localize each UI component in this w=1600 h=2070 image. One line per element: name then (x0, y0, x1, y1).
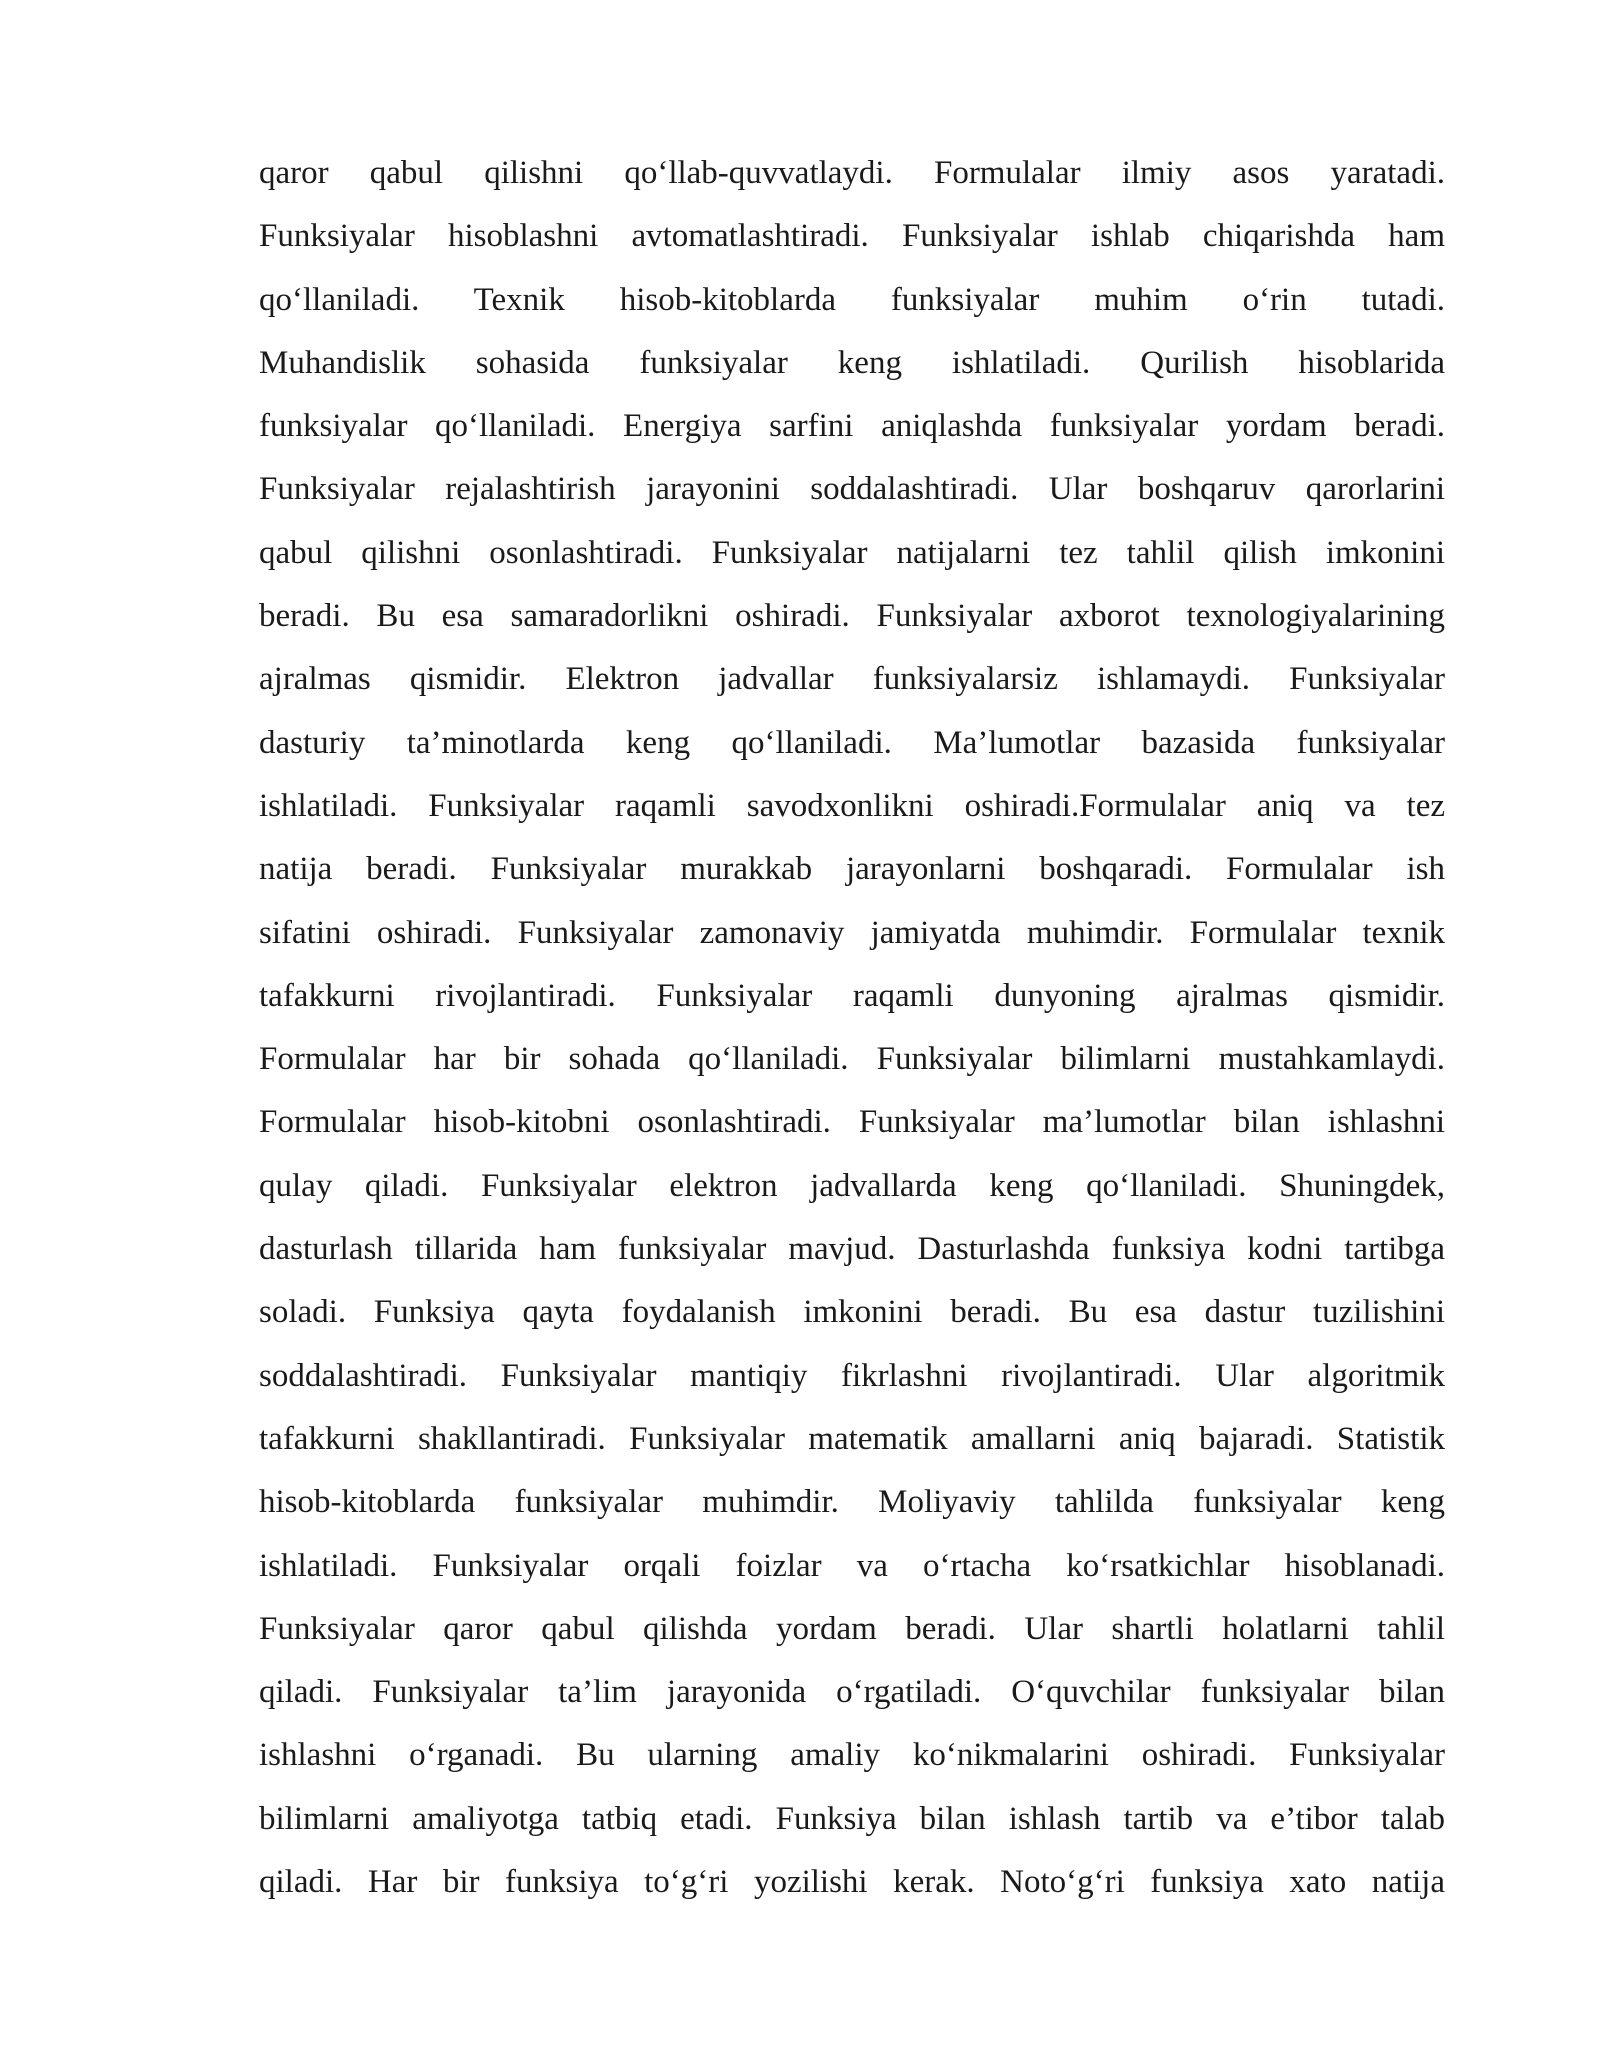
text-line: ajralmas qismidir. Elektron jadvallar funksiyalarsiz ishlamaydi. Funksiyalar (259, 661, 1445, 698)
text-line: natija beradi. Funksiyalar murakkab jarayonlarni boshqaradi. Formulalar ish (259, 851, 1445, 888)
text-line: hisob-kitoblarda funksiyalar muhimdir. Moliyaviy tahlilda funksiyalar keng (259, 1484, 1445, 1521)
text-line: dasturiy ta’minotlarda keng qo‘llaniladi. Ma’lumotlar bazasida funksiyalar (259, 724, 1445, 761)
text-line: ishlatiladi. Funksiyalar raqamli savodxonlikni oshiradi.Formulalar aniq va tez (259, 787, 1445, 824)
text-line: funksiyalar qo‘llaniladi. Energiya sarfini aniqlashda funksiyalar yordam beradi. (259, 408, 1445, 445)
text-line: qulay qiladi. Funksiyalar elektron jadvallarda keng qo‘llaniladi. Shuningdek, (259, 1167, 1445, 1204)
text-line: Formulalar har bir sohada qo‘llaniladi. Funksiyalar bilimlarni mustahkamlaydi. (259, 1041, 1445, 1078)
body-text (259, 142, 1445, 1914)
text-line: Funksiyalar hisoblashni avtomatlashtiradi. Funksiyalar ishlab chiqarishda ham (259, 218, 1445, 255)
text-line: Formulalar hisob-kitobni osonlashtiradi. Funksiyalar ma’lumotlar bilan ishlashni (259, 1104, 1445, 1141)
text-line: Funksiyalar qaror qabul qilishda yordam beradi. Ular shartli holatlarni tahlil (259, 1610, 1445, 1647)
text-line: soddalashtiradi. Funksiyalar mantiqiy fikrlashni rivojlantiradi. Ular algoritmik (259, 1357, 1445, 1394)
text-line: qiladi. Funksiyalar ta’lim jarayonida o‘rgatiladi. O‘quvchilar funksiyalar bilan (259, 1674, 1445, 1711)
text-line: Funksiyalar rejalashtirish jarayonini soddalashtiradi. Ular boshqaruv qarorlarini (259, 471, 1445, 508)
text-line: qiladi. Har bir funksiya to‘g‘ri yozilishi kerak. Noto‘g‘ri funksiya xato natija (259, 1864, 1445, 1901)
text-line: ishlashni o‘rganadi. Bu ularning amaliy ko‘nikmalarini oshiradi. Funksiyalar (259, 1737, 1445, 1774)
text-line: qabul qilishni osonlashtiradi. Funksiyalar natijalarni tez tahlil qilish imkonini (259, 534, 1445, 571)
text-line: ishlatiladi. Funksiyalar orqali foizlar va o‘rtacha ko‘rsatkichlar hisoblanadi. (259, 1547, 1445, 1584)
text-line: soladi. Funksiya qayta foydalanish imkonini beradi. Bu esa dastur tuzilishini (259, 1294, 1445, 1331)
text-line: tafakkurni shakllantiradi. Funksiyalar matematik amallarni aniq bajaradi. Statistik (259, 1420, 1445, 1457)
text-line: Muhandislik sohasida funksiyalar keng ishlatiladi. Qurilish hisoblarida (259, 344, 1445, 381)
text-line: tafakkurni rivojlantiradi. Funksiyalar raqamli dunyoning ajralmas qismidir. (259, 977, 1445, 1014)
text-line: sifatini oshiradi. Funksiyalar zamonaviy jamiyatda muhimdir. Formulalar texnik (259, 914, 1445, 951)
text-line: bilimlarni amaliyotga tatbiq etadi. Funksiya bilan ishlash tartib va e’tibor talab (259, 1800, 1445, 1837)
text-line: qo‘llaniladi. Texnik hisob-kitoblarda funksiyalar muhim o‘rin tutadi. (259, 281, 1445, 318)
text-line: qaror qabul qilishni qo‘llab-quvvatlaydi. Formulalar ilmiy asos yaratadi. (259, 155, 1445, 191)
text-line: dasturlash tillarida ham funksiyalar mavjud. Dasturlashda funksiya kodni tartibga (259, 1231, 1445, 1268)
text-line: beradi. Bu esa samaradorlikni oshiradi. Funksiyalar axborot texnologiyalarining (259, 598, 1445, 635)
